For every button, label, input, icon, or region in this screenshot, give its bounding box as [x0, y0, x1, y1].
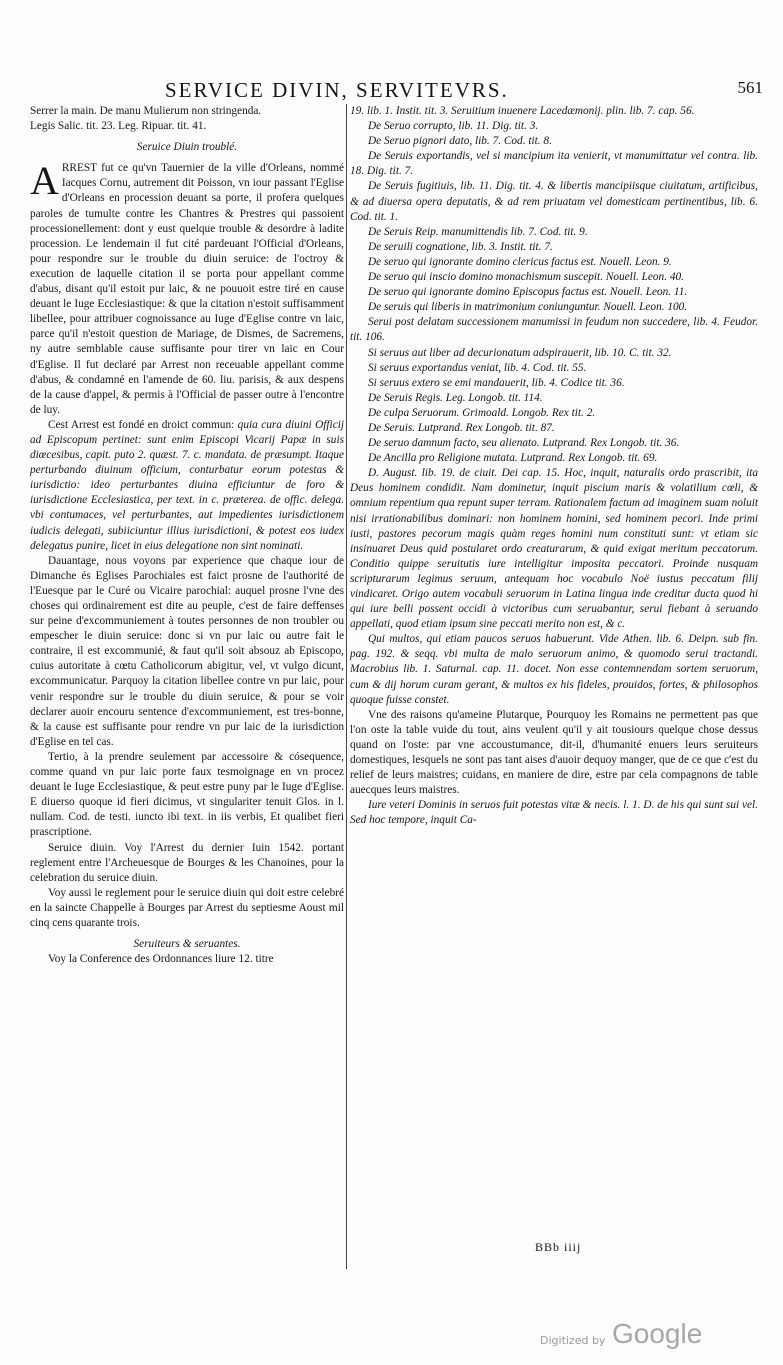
signature-mark: BBb iiij	[535, 1240, 582, 1254]
reference-line: De seruo qui ignorante domino Episcopus factus est. Nouell. Leon. 11.	[368, 286, 688, 299]
reference-line: De seruis qui liberis in matrimonium coniunguntur. Nouell. Leon. 100.	[368, 301, 688, 314]
page-header	[165, 78, 765, 104]
paragraph-plutarque: Vne des raisons qu'ameine Plutarque, Pourquoy les Romains ne permettent pas que l'on oste la table vuide du tout, ains veulent qu'il y ait tousiours quelque chose dessus quand on l'oste: par vne accoustumance, dit-il, d'humanité enuers leurs seruiteurs domestiques, lesquels ne sont pas tant aises d'auoir dequoy manger, que de ce que c'est du relief de leurs maistres; cuidans, en maniere de dire, estre par cela compagnons de table auecques leurs maistres.	[350, 708, 758, 797]
reference-line: De seruili cognatione, lib. 3. Instit. tit. 7.	[368, 240, 553, 253]
column-divider	[346, 104, 347, 1269]
reference-line: De Seruo pignori dato, lib. 7. Cod. tit. 8.	[368, 135, 552, 148]
paragraph-arrest	[30, 158, 344, 418]
reference-line: De Seruis Reip. manumittendis lib. 7. Cod. tit. 9.	[368, 225, 588, 238]
section-heading: Seruiteurs & seruantes.	[133, 938, 241, 951]
reference-line: De seruo qui ignorante domino clericus factus est. Nouell. Leon. 9.	[368, 255, 672, 268]
reference-line: Si seruus aut liber ad decurionatum adspirauerit, lib. 10. C. tit. 32.	[368, 346, 672, 359]
digitized-watermark	[540, 1318, 760, 1358]
running-title: SERVICE DIVIN, SERVITEVRS.	[165, 78, 509, 102]
intro-line: Serrer la main. De manu Mulierum non stringenda.	[30, 105, 262, 117]
paragraph-tertio: Tertio, à la prendre seulement par accessoire & cósequence, comme quand vn pur laic porte faux tesmoignage en vn procez deuant le Iuge Ecclesiastique, & peut estre puny par le Iuge d'Eglise. E diuerso quoque id fieri dicimus, vt singulariter tenuit Glos. in l. nullam. Cod. de testi. iuncto ibi text. in iis verbis, Et qualibet fieri prascriptione.	[30, 750, 344, 839]
reference-line: Serui post delatam successionem manumissi in feudum non succedere, lib. 4. Feudor. tit. 106.	[350, 316, 758, 344]
reference-line: De seruo damnum facto, seu alienato. Lutprand. Rex Longob. tit. 36.	[368, 437, 680, 450]
reference-line: De Seruis exportandis, vel si mancipium ita venierit, vt manumittatur vel contra. lib. 18. Dig. tit. 7.	[350, 150, 758, 178]
paragraph-conference: Voy la Conference des Ordonnances liure 12. titre	[48, 953, 274, 966]
page-number: 561	[737, 78, 763, 97]
reference-line: Si seruus exportandus veniat, lib. 4. Cod. tit. 55.	[368, 361, 587, 374]
google-logo: Google	[612, 1318, 703, 1349]
reference-line: De Seruis. Lutprand. Rex Longob. tit. 87.	[368, 421, 555, 434]
paragraph-dauantage: Dauantage, nous voyons par experience que chaque iour de Dimanche és Eglises Parochiales est faict prosne de l'authorité de l'Euesque par le Curé ou Vicaire parochial: auquel prosne l'vne des choses qui ordinairement est dite au peuple, c'est de faire deffenses sur peine d'excommuniement à toutes personnes de non troubler ou empescher le diuin seruice: donc si vn pur laic ou autre fait le contraire, il est excommunié, & faut qu'il soit absouz ab Episcopo, cuius autoritate à cœtu Catholicorum abigitur, vel, vt vulgo dicunt, excommunicatur. Parquoy la citation libellee contre vn pur laic, pour venir respondre sur le trouble du diuin seruice, & pour se voir declarer auoir encouru sentence d'excommuniement, est tres-bonne, & la cause est suffisante pour rendre vn pur laic de la iurisdiction d'Eglise en tel cas.	[30, 554, 344, 748]
digitized-label: Digitized by	[540, 1334, 606, 1347]
section-heading: Seruice Diuin troublé.	[136, 141, 238, 154]
drop-cap: A	[30, 158, 59, 204]
paragraph-augustin: D. August. lib. 19. de ciuit. Dei cap. 15. Hoc, inquit, naturalis ordo prascribit, ita Deus hominem condidit. Nam dominetur, inquit piscium maris & volatilium cœli, & omnium repentium qua repunt super terram. Rationalem factum ad imaginem suam noluit nisi irrationabilibus dominari: non hominem homini, sed hominem pecori. Inde primi iusti, pastores pecorum magis quàm reges homini num constituti sunt: vt etiam sic insinuaret Deus quid postularet ordo creaturarum, & quid exigat meritum peccatorum. Conditio quippe seruitutis iure intelligitur imposita peccatori. Proinde nusquam scripturarum legimus seruum, antequam hoc vocabulo Noë iustus peccatum filij vindicaret. Origo autem vocabuli seruorum in Latina lingua inde creditur ducta quod hi qui iure belli possent occidi à victoribus cum seruabantur, serui fiebant à seruando appellati, quod etiam ipsum sine peccati merito non est, & c.	[350, 467, 758, 631]
reference-line: De Seruo corrupto, lib. 11. Dig. tit. 3.	[368, 120, 539, 133]
reference-line: Si seruus extero se emi mandauerit, lib. 4. Codice tit. 36.	[368, 376, 625, 389]
paragraph-service-divin: Seruice diuin. Voy l'Arrest du dernier Iuin 1542. portant reglement entre l'Archeuesque de Bourges & les Chanoines, pour la celebration du seruice diuin.	[30, 841, 344, 884]
paragraph-qui-multos: Qui multos, qui etiam paucos seruos habuerunt. Vide Athen. lib. 6. Deipn. sub fin. pag. 192. & seqq. vbi multa de malo seruorum animo, & quomodo serui tractandi. Macrobius lib. 1. Saturnal. cap. 11. docet. Non esse contemnendam sortem seruorum, cum & dij horum curam gerant, & multos ex his fideles, prouidos, fortes, & philosophos quoque fuisse constet.	[350, 633, 758, 706]
reference-line: De seruo qui inscio domino monachismum suscepit. Nouell. Leon. 40.	[368, 271, 684, 284]
reference-line: De Seruis fugitiuis, lib. 11. Dig. tit. 4. & libertis mancipiisque ciuitatum, artificibus, & ad diuersa opera deputatis, & ad rem priuatam vel domesticam pertinentibus, lib. 6. Cod. tit. 1.	[350, 180, 758, 223]
reference-line: 19. lib. 1. Instit. tit. 3. Seruitium inuenere Lacedæmonij. plin. lib. 7. cap. 56.	[350, 105, 695, 117]
reference-line: De Ancilla pro Religione mutata. Lutprand. Rex Longob. tit. 69.	[368, 452, 658, 465]
paragraph-text: RREST fut ce qu'vn Tauernier de la ville d'Orleans, nommé Iacques Cornu, autrement dit Poisson, vn iour passant l'Eglise d'Orleans en procession deuant sa porte, il profera quelques paroles de tumulte contre les Chantres & Prestres qui passoient processionellement: dont y eust quelque trouble & desordre à ladite procession. Le lendemain il fut cité pardeuant l'Official d'Orleans, pour respondre sur le trouble du diuin seruice: de l'octroy & execution de laquelle citation il se porta pour appellant comme d'abus, disant qu'il estoit pur laic, & ne pouuoit estre tiré en cause deuant le Iuge Ecclesiastique: & que la citation n'estoit suffisamment libellee, pour attribuer cognoissance au Iuge d'Eglise contre vn laic, parce qu'il n'estoit question de Mariage, de Dismes, de Sacremens, ny autre semblable cause suffisante pour tirer vn laic en Cour d'Eglise. Il fut declaré par Arrest non receuable appellant comme d'abus, & condamné en l'amende de 60. liu. parisis, & aux despens de la cause d'appel, & permis à l'Official de passer outre à l'encontre de luy.	[30, 162, 344, 416]
reference-line: De Seruis Regis. Leg. Longob. tit. 114.	[368, 391, 543, 404]
intro-line: Legis Salic. tit. 23. Leg. Ripuar. tit. 41.	[30, 120, 207, 133]
reference-line: De culpa Seruorum. Grimoald. Longob. Rex tit. 2.	[368, 406, 596, 419]
paragraph-iure-veteri: Iure veteri Dominis in seruos fuit potestas vitæ & necis. l. 1. D. de his qui sunt sui vel. Sed hoc tempore, inquit Ca-	[350, 799, 758, 827]
paragraph-fondement: Cest Arrest est fondé en droict commun: quia cura diuini Officij ad Episcopum pertinet: sunt enim Episcopi Vicarij Papæ in suis diœcesibus, capit. puto 2. quæst. 7. c. mandata. de præsumpt. Itaque perturbando diuinum officium, conturbatur eorum potestas & iurisdictio: ideo perturbantes diuina efficiuntur de foro & iurisdictione Ecclesiastica, per text. in c. præterea. de offic. delega. vbi contumaces, vel perturbantes, aut impedientes iurisdictionem iudicis delegati, subiiciuntur illius iurisdictioni, & potest eos iudex delegatus punire, licet in eius delegatione non sint nominati.	[30, 418, 344, 552]
right-column	[350, 104, 758, 829]
paragraph-reglement: Voy aussi le reglement pour le seruice diuin qui doit estre celebré en la saincte Chappelle à Bourges par Arrest du septiesme Aoust mil cinq cens quarante trois.	[30, 886, 344, 929]
left-column	[30, 104, 344, 967]
